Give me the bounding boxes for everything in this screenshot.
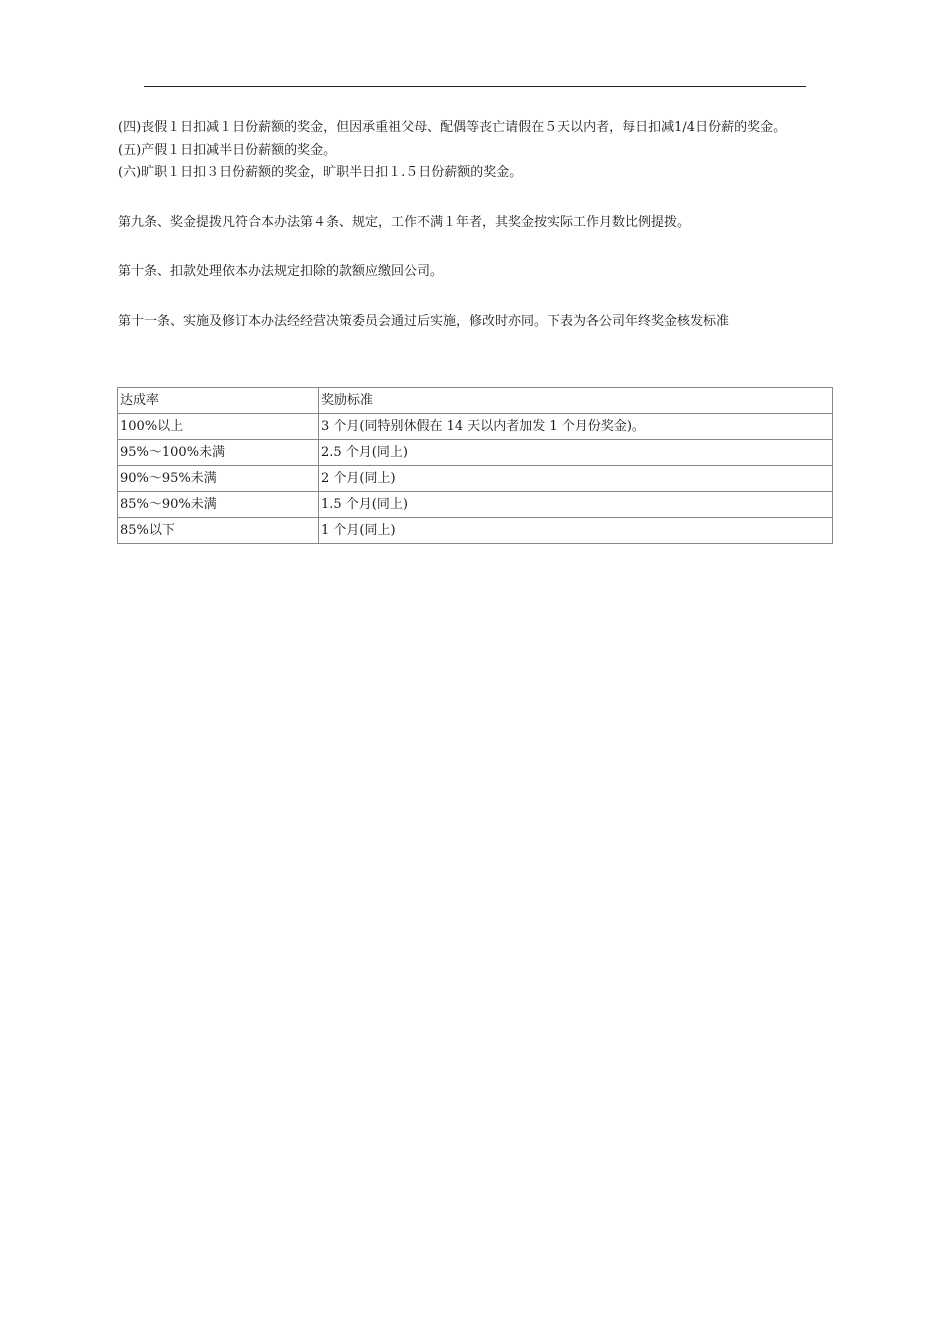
reward-cell: 1 个月(同上): [319, 518, 833, 544]
header-cell-rate: 达成率: [118, 388, 319, 414]
reward-cell: 1.5 个月(同上): [319, 492, 833, 518]
spacer: [118, 284, 834, 311]
article-10: 第十条、扣款处理依本办法规定扣除的款额应缴回公司。: [118, 264, 444, 279]
paragraph-item-4: (四)丧假１日扣减１日份薪额的奖金，但因承重祖父母、配偶等丧亡请假在５天以内者，每日扣减1/4日份薪的奖金。: [118, 120, 787, 135]
article-9: 第九条、奖金提拨凡符合本办法第４条、规定，工作不满１年者，其奖金按实际工作月数比例提拨。: [118, 214, 691, 230]
rate-cell: 95%～100%未满: [118, 440, 319, 466]
table-row: [118, 414, 833, 440]
rate-cell: 85%～90%未满: [118, 492, 319, 518]
spacer: [118, 185, 834, 212]
header-rule: [144, 86, 806, 87]
reward-cell: 3 个月(同特别休假在 14 天以内者加发 1 个月份奖金)。: [319, 414, 833, 440]
table-row: [118, 466, 833, 492]
header-cell-reward: 奖励标准: [319, 388, 833, 414]
paragraph-item-6: (六)旷职１日扣３日份薪额的奖金，旷职半日扣１.５日份薪额的奖金。: [118, 165, 523, 180]
paragraph-item-5: (五)产假１日扣减半日份薪额的奖金。: [118, 142, 337, 158]
article-11: 第十一条、实施及修订本办法经经营决策委员会通过后实施，修改时亦同。下表为各公司年终奖金核发标准: [118, 313, 730, 329]
bonus-standards-table: [117, 387, 833, 544]
table-header-row: [118, 388, 833, 414]
table-row: [118, 440, 833, 466]
document-body: [118, 117, 834, 333]
table-row: [118, 492, 833, 518]
table-row: [118, 518, 833, 544]
rate-cell: 90%～95%未满: [118, 466, 319, 492]
rate-cell: 85%以下: [118, 518, 319, 544]
reward-cell: 2 个月(同上): [319, 466, 833, 492]
rate-cell: 100%以上: [118, 414, 319, 440]
spacer: [118, 234, 834, 261]
reward-cell: 2.5 个月(同上): [319, 440, 833, 466]
